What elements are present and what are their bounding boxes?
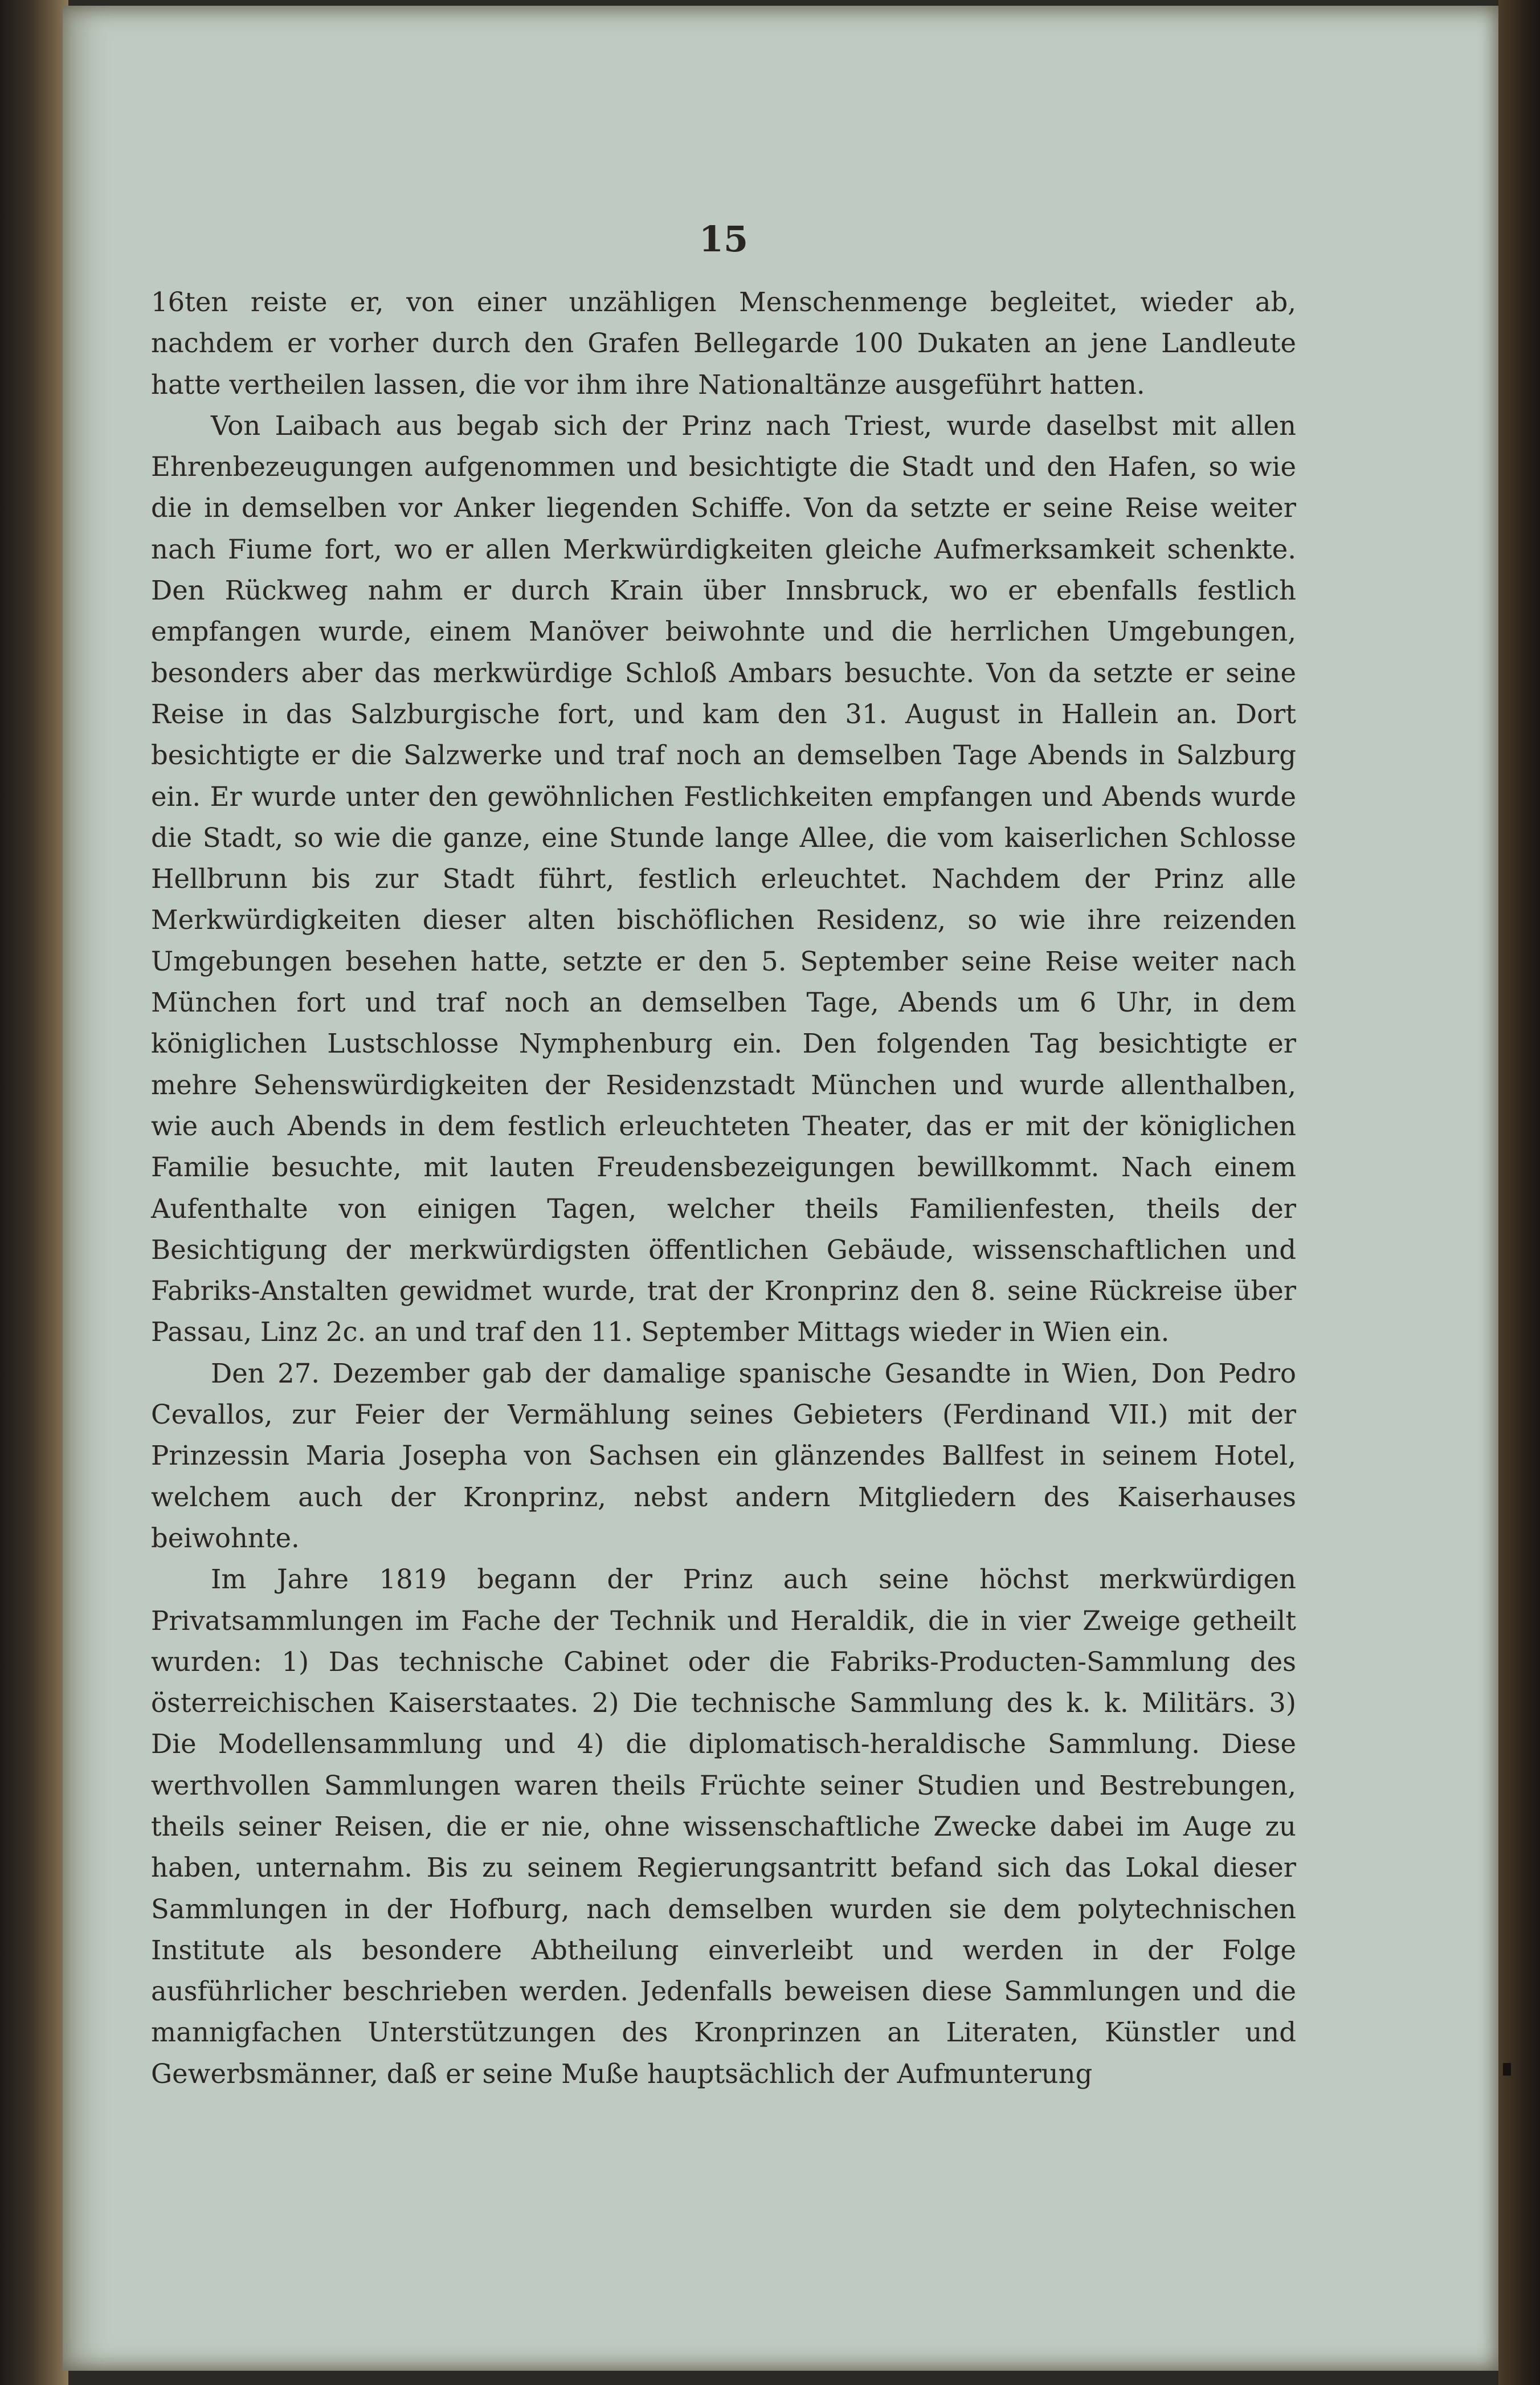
book-spine-shadow xyxy=(0,0,68,2385)
page-number: 15 xyxy=(698,218,749,260)
paragraph-1: 16ten reiste er, von einer unzähligen Menschenmenge begleitet, wieder ab, nachdem er vorher durch den Grafen Bellegarde 100 Dukaten an jene Landleute hatte vertheilen lassen, die vor ihm ihre Nationaltänze ausgeführt hatten. xyxy=(151,287,1296,400)
page-right-edge xyxy=(1498,0,1540,2385)
paragraph-3: Den 27. Dezember gab der damalige spanische Gesandte in Wien, Don Pedro Cevallos, zur Feier der Vermählung seines Gebieters (Ferdinand VII.) mit der Prinzessin Maria Josepha von Sachsen ein glänzendes Ballfest in seinem Hotel, welchem auch der Kronprinz, nebst andern Mitgliedern des Kaiserhauses beiwohnte. xyxy=(151,1357,1296,1554)
paragraph-2: Von Laibach aus begab sich der Prinz nach Triest, wurde daselbst mit allen Ehrenbezeugungen aufgenommen und besichtigte die Stadt und den Hafen, so wie die in demselben vor Anker liegenden Schiffe. Von da setzte er seine Reise weiter nach Fiume fort, wo er allen Merkwürdigkeiten gleiche Aufmerksamkeit schenkte. Den Rückweg nahm er durch Krain über Innsbruck, wo er ebenfalls festlich empfangen wurde, einem Manöver beiwohnte und die herrlichen Umgebungen, besonders aber das merkwürdige Schloß Ambars besuchte. Von da setzte er seine Reise in das Salzburgische fort, und kam den 31. August in Hallein an. Dort besichtigte er die Salzwerke und traf noch an demselben Tage Abends in Salzburg ein. Er wurde unter den gewöhnlichen Festlichkeiten empfangen und Abends wurde die Stadt, so wie die ganze, eine Stunde lange Allee, die vom kaiserlichen Schlosse Hellbrunn bis zur Stadt führt, festlich erleuchtet. Nachdem der Prinz alle Merkwürdigkeiten dieser alten bischöflichen Residenz, so wie ihre reizenden Umgebungen besehen hatte, setzte er den 5. September seine Reise weiter nach München fort und traf noch an demselben Tage, Abends um 6 Uhr, in dem königlichen Lustschlosse Nymphenburg ein. Den folgenden Tag besichtigte er mehre Sehenswürdigkeiten der Residenzstadt München und wurde allenthalben, wie auch Abends in dem festlich erleuchteten Theater, das er mit der königlichen Familie besuchte, mit lauten Freudensbezeigungen bewillkommt. Nach einem Aufenthalte von einigen Tagen, welcher theils Familienfesten, theils der Besichtigung der merkwürdigsten öffentlichen Gebäude, wissenschaftlichen und Fabriks-Anstalten gewidmet wurde, trat der Kronprinz den 8. seine Rückreise über Passau, Linz 2c. an und traf den 11. September Mittags wieder in Wien ein. xyxy=(151,410,1296,1348)
edge-mark xyxy=(1503,2063,1511,2076)
paragraph-4: Im Jahre 1819 begann der Prinz auch seine höchst merkwürdigen Privatsammlungen im Fache der Technik und Heraldik, die in vier Zweige getheilt wurden: 1) Das technische Cabinet oder die Fabriks-Producten-Sammlung des österreichischen Kaiserstaates. 2) Die technische Sammlung des k. k. Militärs. 3) Die Modellensammlung und 4) die diplomatisch-heraldische Sammlung. Diese werthvollen Sammlungen waren theils Früchte seiner Studien und Bestrebungen, theils seiner Reisen, die er nie, ohne wissenschaftliche Zwecke dabei im Auge zu haben, unternahm. Bis zu seinem Regierungsantritt befand sich das Lokal dieser Sammlungen in der Hofburg, nach demselben wurden sie dem polytechnischen Institute als besondere Abtheilung einverleibt und werden in der Folge ausführlicher beschrieben werden. Jedenfalls beweisen diese Sammlungen und die mannigfachen Unterstützungen des Kronprinzen an Literaten, Künstler und Gewerbsmänner, daß er seine Muße hauptsächlich der Aufmunterung xyxy=(151,1564,1296,2089)
text-block xyxy=(151,217,1296,2094)
